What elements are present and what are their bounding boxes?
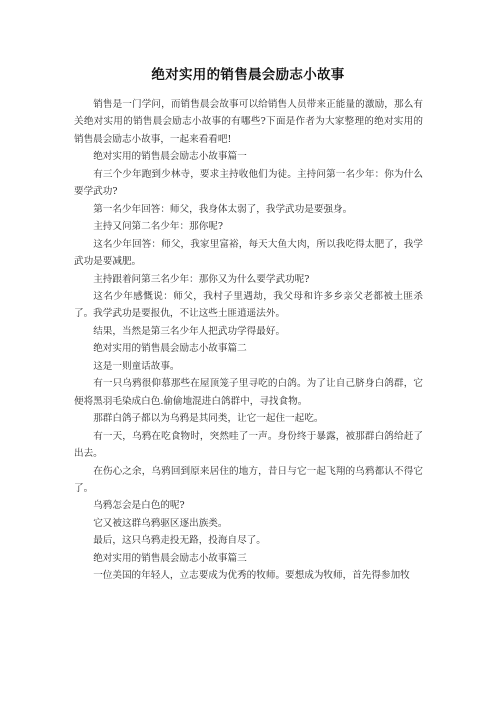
paragraph: 销售是一门学问，而销售晨会故事可以给销售人员带来正能量的激励，那么有关绝对实用的销售晨会励志小故事的有哪些?下面是作者为大家整理的绝对实用的销售晨会励志小故事，一起来看看吧! — [74, 99, 423, 145]
paragraph: 主持又问第二名少年：那你呢? — [93, 221, 224, 233]
paragraph: 这名少年感慨说：师父，我村子里遇劫，我父母和许多乡亲父老都被土匪杀了。我学武功是要报仇，不让这些土匪逍遥法外。 — [74, 290, 423, 320]
paragraph: 那群白鸽子都以为乌鸦是其同类，让它一起住一起吃。 — [93, 413, 324, 425]
paragraph: 有三个少年跑到少林寺，要求主持收他们为徒。主持问第一名少年：你为什么要学武功? — [74, 168, 423, 198]
paragraph: 主持跟着问第三名少年：那你又为什么要学武功呢? — [93, 273, 310, 285]
paragraph: 一位美国的年轻人，立志要成为优秀的牧师。要想成为牧师，首先得参加牧 — [93, 570, 410, 582]
paragraph: 在伤心之余，乌鸦回到原来居住的地方，昔日与它一起飞翔的乌鸦都认不得它了。 — [74, 465, 423, 494]
paragraph: 它又被这群乌鸦驱区逐出族类。 — [93, 517, 228, 529]
document-body — [74, 96, 423, 585]
section-heading: 绝对实用的销售晨会励志小故事篇二 — [93, 343, 247, 355]
paragraph: 最后，这只乌鸦走投无路，投海自尽了。 — [93, 535, 266, 547]
section-heading: 绝对实用的销售晨会励志小故事篇一 — [93, 151, 247, 163]
section-heading: 绝对实用的销售晨会励志小故事篇三 — [93, 552, 247, 564]
paragraph: 这名少年回答：师父，我家里富裕，每天大鱼大肉，所以我吃得太肥了，我学武功是要减肥。 — [74, 238, 423, 268]
document-title: 绝对实用的销售晨会励志小故事 — [151, 67, 345, 83]
paragraph: 这是一则童话故事。 — [93, 360, 180, 372]
paragraph: 第一名少年回答：师父，我身体太弱了，我学武功是要强身。 — [93, 203, 353, 215]
paragraph: 结果，当然是第三名少年人把武功学得最好。 — [93, 325, 286, 337]
paragraph: 有一天，乌鸦在吃食物时，突然哇了一声。身份终于暴露，被那群白鸽给赶了出去。 — [74, 430, 423, 460]
paragraph: 有一只乌鸦很仰慕那些在屋顶笼子里寻吃的白鸽。为了让自己脐身白鸽群，它便将黑羽毛染成白色.偷偷地混进白鸽群中，寻找食物。 — [74, 378, 423, 407]
paragraph: 乌鸦怎会是白色的呢? — [93, 500, 185, 512]
